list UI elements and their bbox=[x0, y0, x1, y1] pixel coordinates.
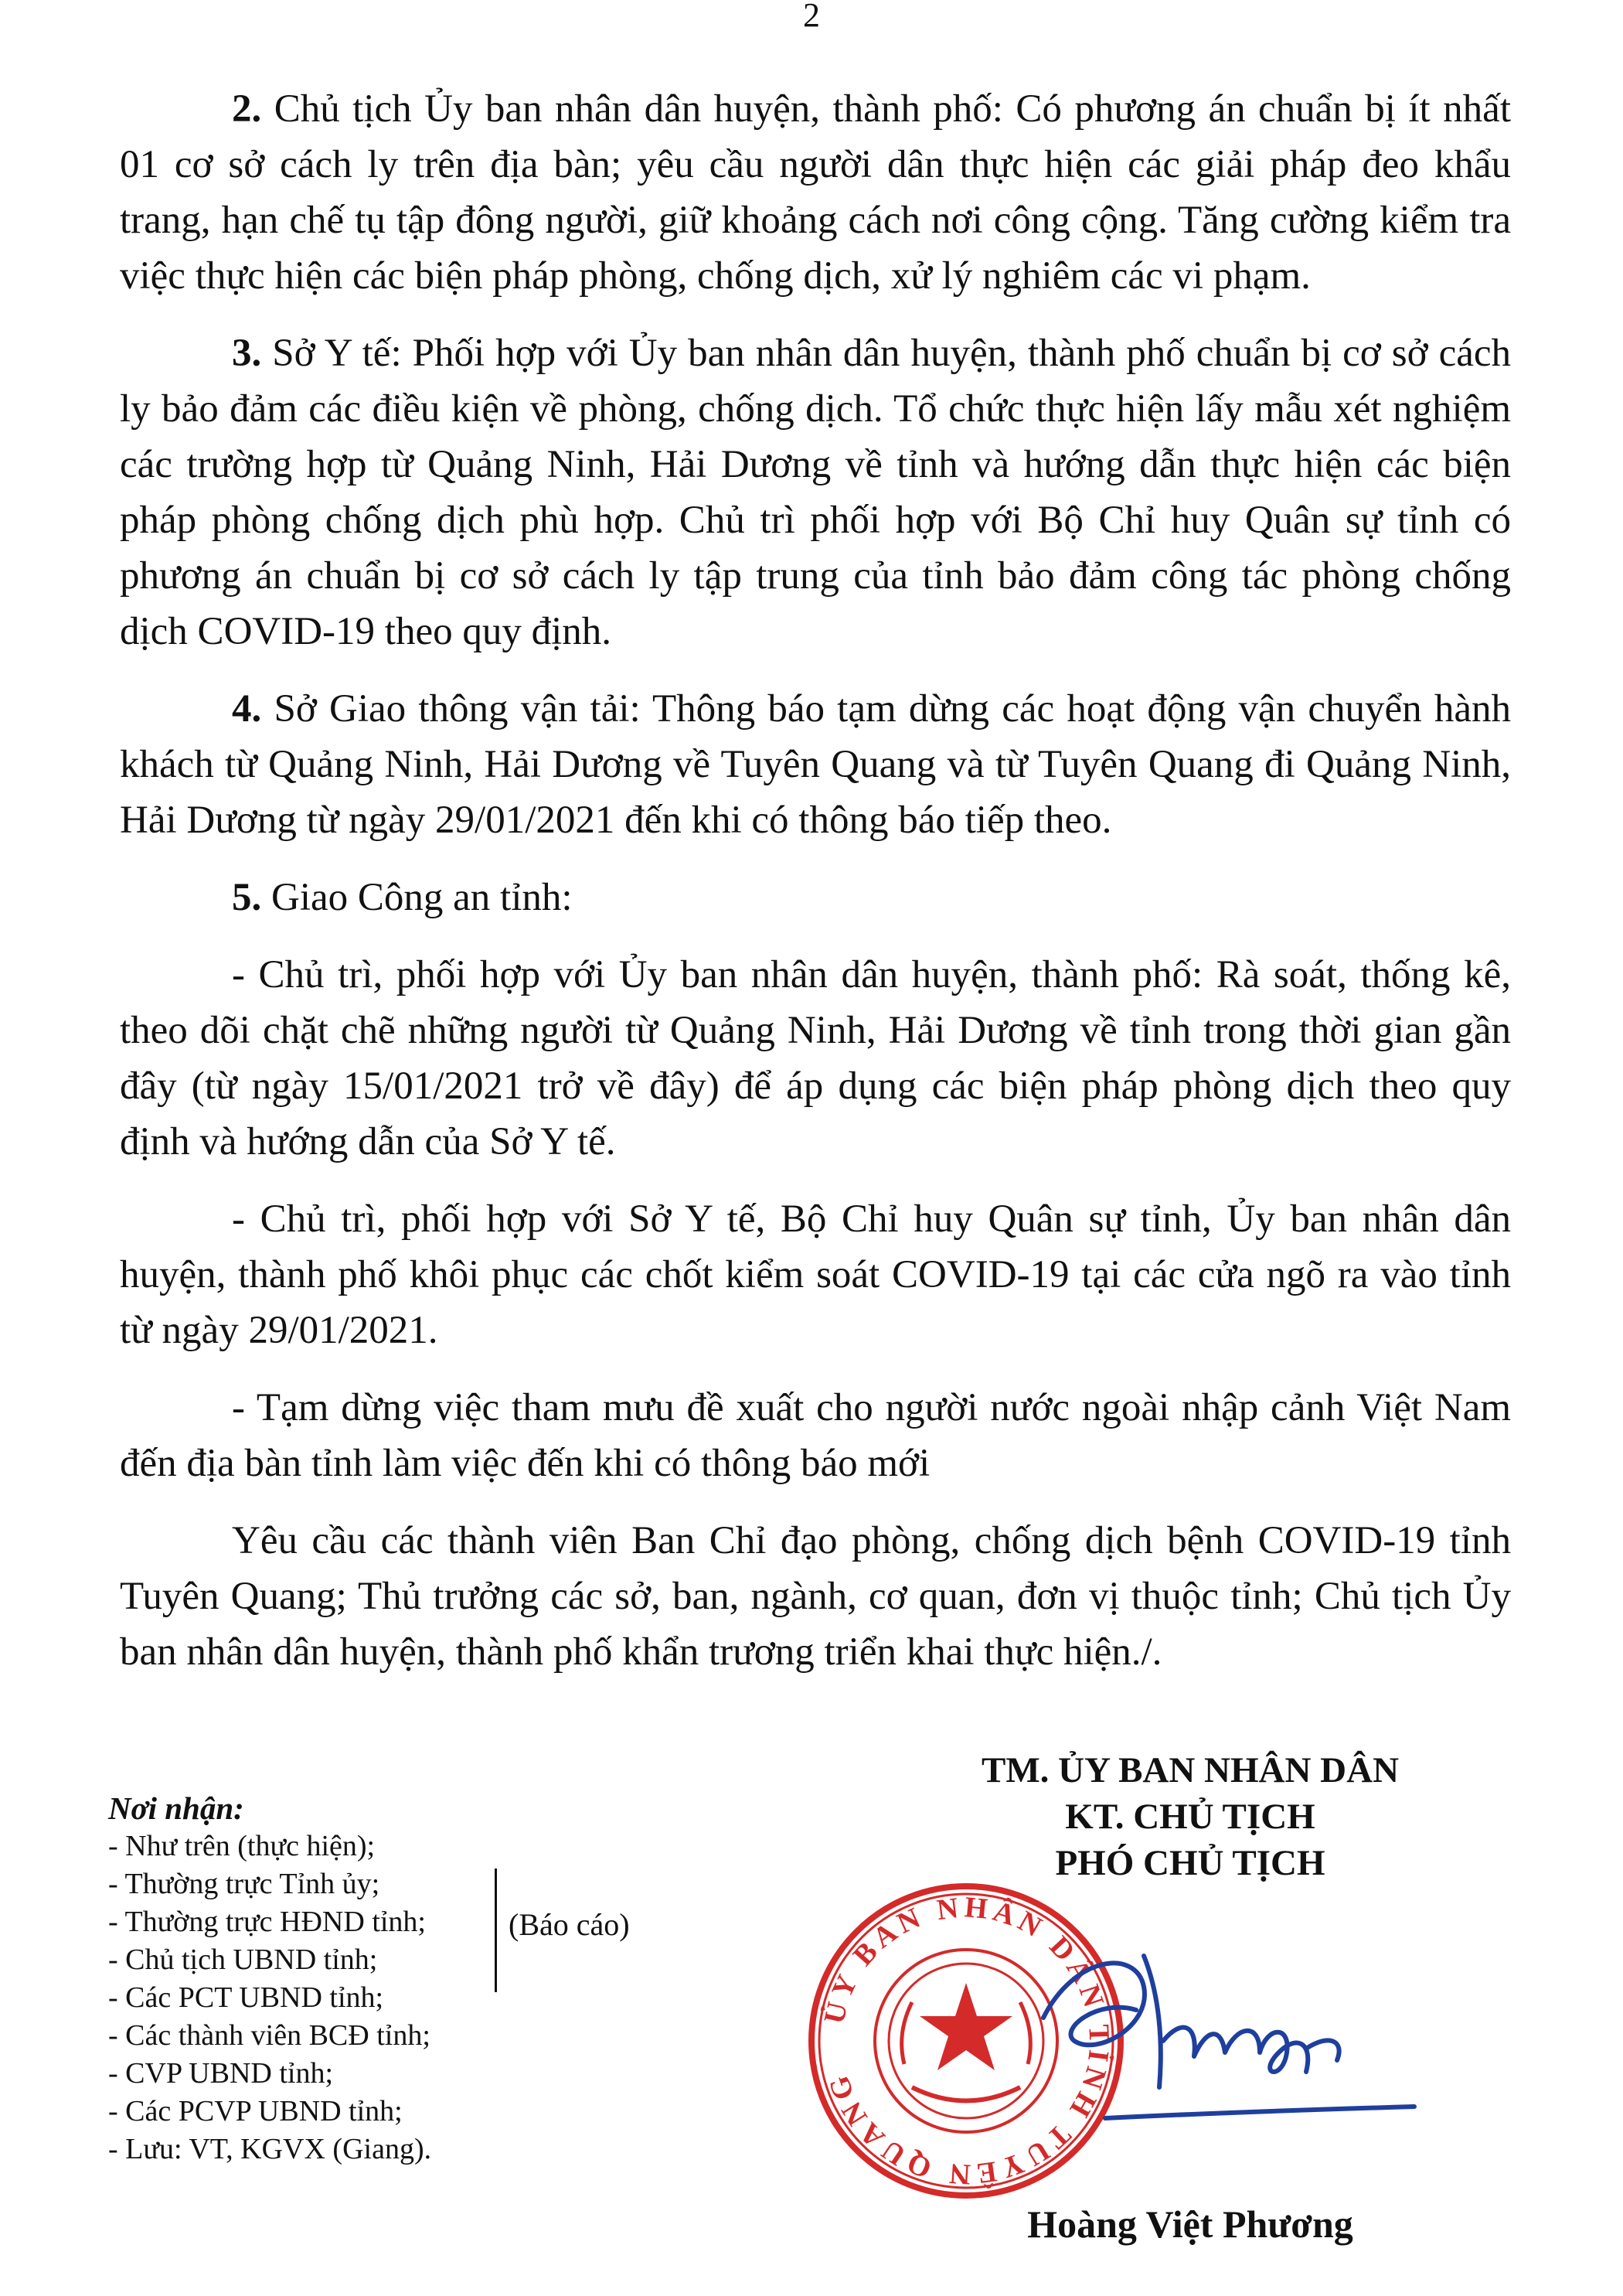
paragraph-5-item-2 bbox=[120, 1191, 1511, 1358]
paragraph-5-item-3 bbox=[120, 1380, 1511, 1491]
page-number: 2 bbox=[803, 0, 820, 34]
recipient-item: - CVP UBND tỉnh; bbox=[108, 2057, 334, 2090]
paragraph-text: Giao Công an tỉnh: bbox=[261, 876, 573, 919]
document-body bbox=[120, 81, 1511, 1702]
paragraph-number: 4. bbox=[232, 687, 262, 731]
seal-text: ỦY BAN NHÂN DÂN TỈNH TUYÊN QUANG bbox=[818, 1891, 1116, 2191]
paragraph-3 bbox=[120, 325, 1511, 659]
closing-paragraph bbox=[120, 1513, 1511, 1680]
recipient-item: - Lưu: VT, KGVX (Giang). bbox=[108, 2133, 432, 2165]
signature-title-3: PHÓ CHỦ TỊCH bbox=[1055, 1843, 1325, 1883]
recipient-item: - Thường trực Tỉnh ủy; bbox=[108, 1868, 380, 1900]
paragraph-text: Sở Giao thông vận tải: Thông báo tạm dừng các hoạt động vận chuyển hành khách từ Quảng Ninh, Hải Dương về Tuyên Quang và từ Tuyên Quang đi Quảng Ninh, Hải Dương từ ngày 29/01/2021 đến khi có thông báo tiếp theo. bbox=[120, 687, 1511, 842]
handwritten-signature-icon bbox=[1028, 1925, 1430, 2172]
paragraph-4 bbox=[120, 681, 1511, 848]
paragraph-text: - Tạm dừng việc tham mưu đề xuất cho người nước ngoài nhập cảnh Việt Nam đến địa bàn tỉnh làm việc đến khi có thông báo mới bbox=[120, 1386, 1511, 1485]
recipients-list bbox=[108, 1828, 804, 2168]
paragraph-number: 5. bbox=[232, 876, 262, 919]
recipient-item: - Các PCT UBND tỉnh; bbox=[108, 1981, 384, 2014]
paragraph-5 bbox=[120, 870, 1511, 925]
paragraph-number: 2. bbox=[232, 87, 262, 131]
recipients-title: Nơi nhận: bbox=[108, 1790, 244, 1826]
signature-title-2: KT. CHỦ TỊCH bbox=[1065, 1797, 1315, 1837]
paragraph-number: 3. bbox=[232, 332, 262, 375]
signer-name: Hoàng Việt Phương bbox=[1027, 2202, 1353, 2246]
recipient-item: - Như trên (thực hiện); bbox=[108, 1830, 376, 1862]
paragraph-text: Yêu cầu các thành viên Ban Chỉ đạo phòng, chống dịch bệnh COVID-19 tỉnh Tuyên Quang; Thủ trưởng các sở, ban, ngành, cơ quan, đơn vị thuộc tỉnh; Chủ tịch Ủy ban nhân dân huyện, thành phố khẩn trương triển khai thực hiện./. bbox=[120, 1519, 1511, 1674]
recipient-item: - Các PCVP UBND tỉnh; bbox=[108, 2095, 403, 2127]
signature-block bbox=[804, 1747, 1577, 1886]
recipient-item: - Chủ tịch UBND tỉnh; bbox=[108, 1943, 378, 1976]
paragraph-text: Chủ tịch Ủy ban nhân dân huyện, thành phố: Có phương án chuẩn bị ít nhất 01 cơ sở cách ly trên địa bàn; yêu cầu người dân thực hiện các giải pháp đeo khẩu trang, hạn chế tụ tập đông người, giữ khoảng cách nơi công cộng. Tăng cường kiểm tra việc thực hiện các biện pháp phòng, chống dịch, xử lý nghiêm các vi phạm. bbox=[120, 87, 1511, 298]
paragraph-text: - Chủ trì, phối hợp với Ủy ban nhân dân huyện, thành phố: Rà soát, thống kê, theo dõi chặt chẽ những người từ Quảng Ninh, Hải Dương về tỉnh trong thời gian gần đây (từ ngày 15/01/2021 trở về đây) để áp dụng các biện pháp phòng dịch theo quy định và hướng dẫn của Sở Y tế. bbox=[120, 953, 1511, 1163]
recipient-item: - Thường trực HĐND tỉnh; bbox=[108, 1906, 426, 1938]
signature-title-1: TM. ỦY BAN NHÂN DÂN bbox=[981, 1750, 1400, 1790]
paragraph-2 bbox=[120, 81, 1511, 304]
report-bracket bbox=[495, 1868, 497, 1992]
paragraph-text: - Chủ trì, phối hợp với Sở Y tế, Bộ Chỉ huy Quân sự tỉnh, Ủy ban nhân dân huyện, thành phố khôi phục các chốt kiểm soát COVID-19 tại các cửa ngõ ra vào tỉnh từ ngày 29/01/2021. bbox=[120, 1197, 1511, 1352]
paragraph-5-item-1 bbox=[120, 947, 1511, 1170]
recipient-item: - Các thành viên BCĐ tỉnh; bbox=[108, 2019, 430, 2052]
report-label: (Báo cáo) bbox=[509, 1907, 630, 1942]
recipients-block bbox=[108, 1790, 804, 2168]
paragraph-text: Sở Y tế: Phối hợp với Ủy ban nhân dân huyện, thành phố chuẩn bị cơ sở cách ly bảo đảm các điều kiện về phòng, chống dịch. Tổ chức thực hiện lấy mẫu xét nghiệm các trường hợp từ Quảng Ninh, Hải Dương về tỉnh và hướng dẫn thực hiện các biện pháp phòng chống dịch phù hợp. Chủ trì phối hợp với Bộ Chỉ huy Quân sự tỉnh có phương án chuẩn bị cơ sở cách ly tập trung của tỉnh bảo đảm công tác phòng chống dịch COVID-19 theo quy định. bbox=[120, 332, 1511, 653]
